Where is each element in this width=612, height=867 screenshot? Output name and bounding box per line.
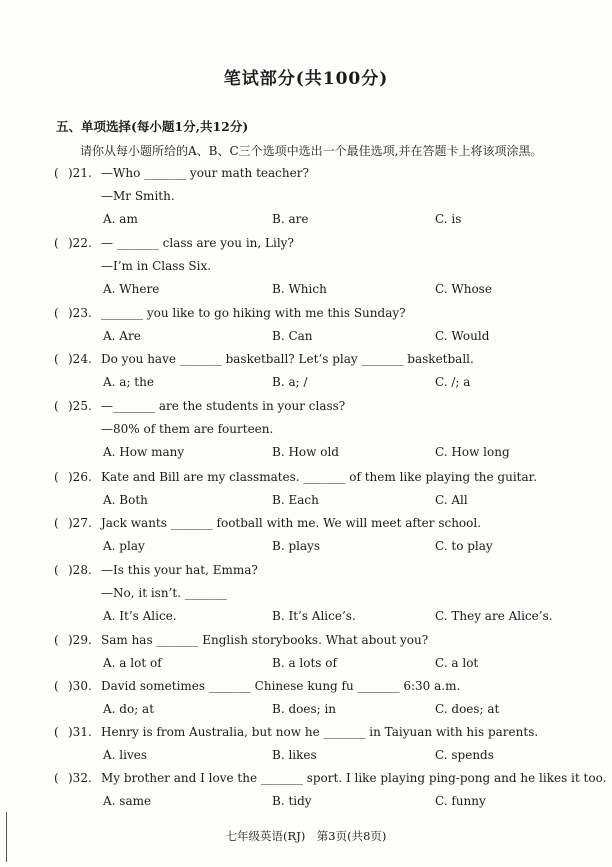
question-number: )29. [68, 633, 92, 647]
option-c: C. spends [435, 748, 494, 762]
option-a: A. lives [103, 748, 148, 762]
question-text: —I’m in Class Six. [101, 259, 212, 273]
option-a: A. Are [103, 329, 141, 343]
option-c: C. funny [435, 794, 486, 808]
answer-blank: ( [54, 563, 59, 577]
question-text: —Who _______ your math teacher? [101, 166, 309, 180]
question-text: Do you have _______ basketball? Let’s play _______ basketball. [101, 352, 474, 366]
option-c: C. to play [435, 539, 493, 553]
section-heading: 五、单项选择(每小题1分,共12分) [56, 119, 249, 134]
option-c: C. is [435, 212, 462, 226]
page-footer: 七年级英语(RJ) 第3页(共8页) [225, 829, 387, 843]
answer-blank: ( [54, 725, 59, 739]
question-number: )32. [68, 771, 92, 785]
option-b: B. How old [272, 445, 339, 459]
section-instruction: 请你从每小题所给的A、B、C三个选项中选出一个最佳选项,并在答题卡上将该项涂黑。 [80, 144, 543, 158]
option-a: A. Where [103, 282, 160, 296]
option-a: A. a; the [103, 375, 154, 389]
option-b: B. does; in [272, 702, 337, 716]
option-a: A. same [103, 794, 152, 808]
option-a: A. a lot of [103, 656, 162, 670]
option-b: B. tidy [272, 794, 312, 808]
page-title: 笔试部分(共100分) [223, 69, 389, 89]
question-text: —80% of them are fourteen. [101, 422, 274, 436]
option-a: A. It’s Alice. [103, 609, 177, 623]
option-c: C. How long [435, 445, 510, 459]
question-number: )28. [68, 563, 92, 577]
option-c: C. Would [435, 329, 490, 343]
answer-blank: ( [54, 306, 59, 320]
question-number: )30. [68, 679, 92, 693]
question-number: )27. [68, 516, 92, 530]
question-text: My brother and I love the _______ sport. I like playing ping-pong and he likes it too. [101, 771, 607, 785]
question-number: )23. [68, 306, 92, 320]
answer-blank: ( [54, 236, 59, 250]
question-text: Sam has _______ English storybooks. What about you? [101, 633, 429, 647]
option-a: A. Both [103, 493, 148, 507]
question-text: —_______ are the students in your class? [101, 399, 346, 413]
question-number: )24. [68, 352, 92, 366]
answer-blank: ( [54, 633, 59, 647]
answer-blank: ( [54, 166, 59, 180]
question-text: Kate and Bill are my classmates. _______ of them like playing the guitar. [101, 470, 537, 484]
question-text: Jack wants _______ football with me. We will meet after school. [101, 516, 482, 530]
option-a: A. How many [103, 445, 185, 459]
answer-blank: ( [54, 771, 59, 785]
answer-blank: ( [54, 679, 59, 693]
option-b: B. a; / [272, 375, 308, 389]
option-b: B. likes [272, 748, 317, 762]
answer-blank: ( [54, 516, 59, 530]
option-b: B. Which [272, 282, 327, 296]
question-number: )25. [68, 399, 92, 413]
option-c: C. does; at [435, 702, 500, 716]
question-number: )21. [68, 166, 92, 180]
question-number: )26. [68, 470, 92, 484]
question-text: David sometimes _______ Chinese kung fu _______ 6:30 a.m. [101, 679, 461, 693]
question-text: —No, it isn’t. _______ [101, 586, 227, 600]
question-text: — _______ class are you in, Lily? [101, 236, 294, 250]
answer-blank: ( [54, 352, 59, 366]
question-text: _______ you like to go hiking with me this Sunday? [101, 306, 406, 320]
option-a: A. do; at [103, 702, 155, 716]
option-a: A. am [103, 212, 138, 226]
option-c: C. a lot [435, 656, 479, 670]
question-text: —Is this your hat, Emma? [101, 563, 258, 577]
option-c: C. /; a [435, 375, 471, 389]
answer-blank: ( [54, 399, 59, 413]
option-b: B. are [272, 212, 309, 226]
question-text: —Mr Smith. [101, 189, 175, 203]
option-b: B. plays [272, 539, 321, 553]
answer-blank: ( [54, 470, 59, 484]
option-a: A. play [103, 539, 145, 553]
option-b: B. Each [272, 493, 319, 507]
option-c: C. Whose [435, 282, 492, 296]
option-b: B. a lots of [272, 656, 337, 670]
option-b: B. Can [272, 329, 313, 343]
option-b: B. It’s Alice’s. [272, 609, 356, 623]
question-number: )22. [68, 236, 92, 250]
question-number: )31. [68, 725, 92, 739]
option-c: C. They are Alice’s. [435, 609, 553, 623]
question-text: Henry is from Australia, but now he _______ in Taiyuan with his parents. [101, 725, 539, 739]
option-c: C. All [435, 493, 468, 507]
